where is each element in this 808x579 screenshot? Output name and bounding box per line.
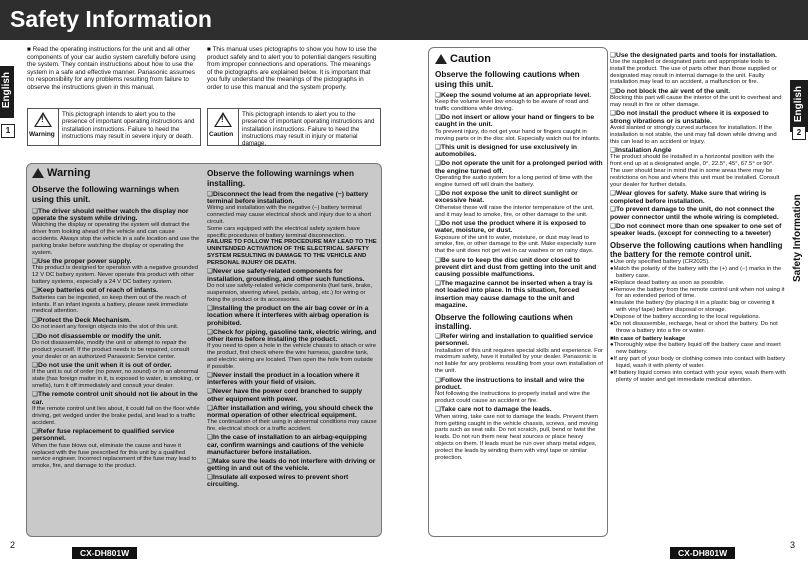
item-heading: ❑ Do not insert or allow your hand or fingers to be caught in the unit. [435,114,603,129]
page-number-left: 2 [10,540,16,550]
item-heading: ❑ Never install the product in a location where it interferes with your field of vision. [207,372,377,387]
item-body: When the fuse blows out, eliminate the cause and have it replaced with the fuse prescribed for this unit by a qualified service engineer. Incorrect replacement of the fuse may lead to smoke, fire, and damage to the product. [32,442,197,470]
page-number-right: 3 [790,540,796,550]
item-body: Operating the audio system for a long period of time with the engine turned off will drain the battery. [435,174,593,188]
item-heading: ❑ Refer wiring and installation to qualified service personnel. [435,333,603,348]
item-body: Do not insert any foreign objects into the slot of this unit. [32,324,179,331]
battery-bullet: ● Dispose of the battery according to the local regulations. [610,314,786,321]
caution-pictograph-box [207,108,381,146]
item-heading: ❑ Protect the Deck Mechanism. [32,317,202,324]
item-heading: ❑ Do not block the air vent of the unit. [610,88,786,95]
intro-right: ■ This manual uses pictographs to show you how to use the product safely and to alert you to potential dangers resulting from improper connections and operations. The meanings of the pictographs are explained below. It is important that you fully understand the meanings of the pictographs in order to use this manual and the system properly. [207,46,377,91]
caution-right-column [610,50,786,520]
item-body: Otherwise these will raise the interior temperature of the unit, and it may lead to smoke, fire, or other damage to the unit. [435,204,594,218]
item-heading: ❑ The driver should neither watch the display nor operate the system while driving. [32,208,202,223]
item-body: The continuation of their using in abnormal conditions may cause fire, electrical shock or a traffic accident. [207,419,377,432]
item-heading: ❑ Do not install the product where it is exposed to strong vibrations or is unstable. [610,110,786,125]
item-heading: ❑ The magazine cannot be inserted when a tray is not loaded into place. In this situation, forced insertion may cause damage to the unit and magazine. [435,280,603,309]
item-heading: ❑ After installation and wiring, you should check the normal operation of other electrical equipment. [207,405,377,420]
battery-leak-bullet: ● If any part of your body or clothing comes into contact with battery liquid, wash it with plenty of water. [610,356,786,370]
warning-pictograph-text: This pictograph intends to alert you to the presence of important operating instructions and installation instructions. Failure to heed the instructions may result in severe injury or death. [62,111,195,140]
warning-header-icon [32,168,44,178]
item-heading: ❑ Do not use the product where it is exposed to water, moisture, or dust. [435,220,603,235]
warning-list [32,206,202,470]
item-body: The user should bear in mind that in some areas there may be restrictions on how and where this unit must be installed. Consult your dealer for further details. [610,168,780,188]
item-body: If you need to open a hole in the vehicle chassis to attach or wire the product, first check where the wire harness, gasoline tank, and electric wiring are located. Then open the hole from outside if possible. [207,343,376,370]
intro-left: ■ Read the operating instructions for the unit and all other components of your car audio system carefully before using the system. They contain instructions about how to use the system in a safe and effective manner. Panasonic assumes no responsibility for any problems resulting from failure to observe the instructions given in this manual. [27,46,196,91]
caution-lead: Observe the following cautions when using this unit. [435,70,580,89]
battery-leak-bullet: ● If battery liquid comes into contact with your eyes, wash them with plenty of water and get immediate medical attention. [610,370,786,384]
item-heading: ❑ Check for piping, gasoline tank, electric wiring, and other items before installing the product. [207,329,377,344]
item-heading: ❑ Never use safety-related components for installation, grounding, and other such functions. [207,268,377,283]
item-body: To prevent injury, do not get your hand or fingers caught in moving parts or in the disc slot. Especially watch out for infants. [435,128,601,142]
item-body: This product is designed for operation with a negative grounded 12 V DC battery system. Never operate this product with other battery systems, especially a 24 V DC battery system. [32,265,199,285]
caution-section [428,47,608,537]
caution-header-icon [435,54,447,64]
item-heading: ❑ Be sure to keep the disc unit door closed to prevent dirt and dust from getting into the unit and causing possible malfunctions. [435,257,603,279]
item-body: Avoid slanted or strongly curved surfaces for installation. If the installation is not stable, the unit may fall down while driving and this can lead to an accident or injury. [610,125,777,145]
item-heading: ❑ This unit is designed for use exclusively in automobiles. [435,144,603,159]
item-heading: ❑ Take care not to damage the leads. [435,406,603,413]
model-label-left: CX-DH801W [72,547,137,559]
battery-bullet: ● Use only specified battery (CR2025). [610,259,786,266]
install-warning-lead: Observe the following warnings when installing. [207,169,354,188]
item-heading: ❑ Do not use the unit when it is out of order. [32,362,202,369]
chapter-number-left: 1 [1,124,15,138]
item-heading: ❑ Follow the instructions to install and wire the product. [435,377,603,392]
item-body: If the unit is out of order (no power, no sound) or in an abnormal state (has foreign matter in it, is exposed to water, is smoking, or smells), turn it off immediately and consult your dealer. [32,369,200,389]
item-heading: ❑ Do not disassemble or modify the unit. [32,333,202,340]
item-body: Use the supplied or designated parts and appropriate tools to install the product. The use of parts other than those supplied or designated may result in internal damage to the unit. Faulty installation may lead to an accident, a malfunction or fire. [610,58,777,86]
warning-pictograph-label: Warning [29,131,55,138]
item-heading: ❑ Use the proper power supply. [32,258,202,265]
item-heading: ❑ Wear gloves for safety. Make sure that wiring is completed before installation. [610,190,786,205]
model-label-right: CX-DH801W [670,547,735,559]
battery-bullet: ● Remove the battery from the remote control unit when not using it for an extended period of time. [610,287,786,301]
caution-install-lead: Observe the following cautions when installing. [435,313,573,332]
item-body: Batteries can be ingested, so keep them out of the reach of infants. If an infant ingests a battery, please seek immediate medical attention. [32,294,189,315]
item-heading: ❑ Installation Angle [610,147,786,154]
battery-bullet: ● Insulate the battery (by placing it in a plastic bag or covering it with vinyl tape) before disposal or storage. [610,300,786,314]
item-body: Keep the volume level low enough to be aware of road and traffic conditions while driving. [435,98,589,112]
caution-pictograph-text: This pictograph intends to alert you to the presence of important operating instructions and installation instructions. Failure to heed the instructions may result in injury or material damage. [242,111,375,148]
section-side-label: Safety Information [792,194,803,282]
item-body: Do not disassemble, modify the unit or attempt to repair the product yourself. If the product needs to be repaired, consult your dealer or an authorized Panasonic Service center. [32,339,190,360]
caution-pictograph: ! Caution [208,109,239,145]
language-tab-right [790,80,808,132]
item-heading: ❑ Make sure the leads do not interfere with driving or getting in and out of the vehicle. [207,458,377,473]
item-heading: ❑ Insulate all exposed wires to prevent short circuiting. [207,474,377,489]
chapter-number-right: 2 [792,126,806,140]
item-body: Installation of this unit requires special skills and experience. For maximum safety, have it installed by your dealer. Panasonic is not liable for any problems resulting from your own installation of the unit. [435,347,603,375]
item-heading: ❑ Do not expose the unit to direct sunlight or excessive heat. [435,190,603,205]
warning-pictograph: ! Warning [28,109,59,145]
language-tab-left [0,66,14,118]
item-heading: ❑ Refer fuse replacement to qualified service personnel. [32,428,202,443]
item-emphasis: FAILURE TO FOLLOW THE PROCEDURE MAY LEAD TO THE UNINTENDED ACTIVATION OF THE ELECTRICAL SAFETY SYSTEM RESULTING IN DAMAGE TO THE VEHICLE AND PERSONAL INJURY OR DEATH. [207,239,377,266]
item-heading: ❑ The remote control unit should not lie about in the car. [32,391,202,406]
battery-leak-bullet: ● Thoroughly wipe the battery liquid off the battery case and insert new battery. [610,342,786,356]
warning-pictograph-box [27,108,201,146]
battery-bullet: ● Do not disassemble, recharge, heat or short the battery. Do not throw a battery into a fire or water. [610,321,786,335]
battery-lead: Observe the following cautions when handling the battery for the remote control unit. [610,241,783,260]
caution-list [435,90,603,462]
item-body: When wiring, take care not to damage the leads. Prevent them from getting caught in the vehicle chassis, screws, and moving parts such as seat rails. Do not scratch, pull, bend or twist the leads. Do not run them near heat sources or place heavy objects on them. If leads must be run over sharp metal edges, protect the leads by winding them with vinyl tape or similar protection. [435,413,599,461]
intro-left-text: Read the operating instructions for the unit and all other components of your car audio system carefully before using the system. They contain instructions about how to use the system in a safe and effective manner. Panasonic assumes no responsibility for any problems resulting from failure to observe the instructions given in this manual. [27,46,196,91]
item-heading: ❑ Use the designated parts and tools for installation. [610,52,786,59]
caution-header-text: Caution [450,53,491,65]
intro-right-text: This manual uses pictographs to show you how to use the product safely and to alert you to potential dangers resulting from improper connections and operations. The meanings of the pictographs are explained below. It is important that you fully understand the meanings of the pictographs in order to use this manual and the system properly. [207,46,377,91]
item-heading: ❑ Never have the power cord branched to supply other equipment with power. [207,388,377,403]
item-heading: ❑ To prevent damage to the unit, do not connect the power connector until the whole wiring is completed. [610,206,786,221]
language-tab-left-label: English [1,72,12,109]
caution-pictograph-label: Caution [209,131,234,138]
item-heading: ❑ Disconnect the lead from the negative (−) battery terminal before installation. [207,191,377,206]
page-title: Safety Information [10,6,212,32]
item-body: Watching the display or operating the system will distract the driver from looking ahead of the vehicle and can cause accidents. Always stop the vehicle in a safe location and use the parking brake before watching the display or operating the system. [32,222,200,256]
warning-lead: Observe the following warnings when using this unit. [32,185,179,204]
language-tab-right-label: English [793,86,804,123]
item-heading: ❑ Keep batteries out of reach of infants. [32,287,202,294]
warning-header-text: Warning [47,167,91,179]
item-body: Not following the instructions to properly install and wire the product could cause an accident or fire. [435,391,590,404]
item-heading: ❑ Installing the product on the air bag cover or in a location where it interferes with airbag operation is prohibited. [207,305,377,327]
item-body: Some cars equipped with the electrical safety system have specific procedures of battery terminal disconnection. [207,225,360,239]
battery-leak-title: ■ In case of battery leakage [610,336,786,343]
battery-bullet: ● Replace dead battery as soon as possible. [610,280,786,287]
item-body: The product should be installed in a horizontal position with the front end up at a designated angle, 0°, 22.5°, 45°, 67.5° or 90°. [610,154,775,168]
item-heading: ❑ Do not connect more than one speaker to one set of speaker leads. (except for connecting to a tweeter) [610,223,786,238]
item-body: Wiring and installation with the negative (−) battery terminal connected may cause electrical shock and injury due to a short circuit. [207,205,372,225]
item-heading: ❑ In the case of installation to an airbag-equipping car, confirm warnings and cautions of the vehicle manufacturer before installation. [207,434,377,456]
item-body: If the remote control unit lies about, it could fall on the floor while driving, get wedged under the brake pedal, and lead to a traffic accident. [32,406,200,426]
item-body: Exposure of the unit to water, moisture, or dust may lead to smoke, fire, or other damage to the unit. Make especially sure that the unit does not get wet in car washes or on rainy days. [435,234,597,255]
item-heading: ❑ Keep the sound volume at an appropriate level. [435,92,603,99]
battery-bullet: ● Match the polarity of the battery with the (+) and (−) marks in the battery case. [610,266,786,280]
item-body: Blocking this part will cause the interior of the unit to overheat and may result in fire or other damage. [610,95,782,108]
install-warning-list [207,189,377,489]
warning-section [26,163,382,537]
item-heading: ❑ Do not operate the unit for a prolonged period with the engine turned off. [435,160,603,175]
item-body: Do not use safety-related vehicle components (fuel tank, brake, suspension, steering wheel, pedals, airbag, etc.) for wiring or fixing the product or its accessories. [207,282,373,303]
